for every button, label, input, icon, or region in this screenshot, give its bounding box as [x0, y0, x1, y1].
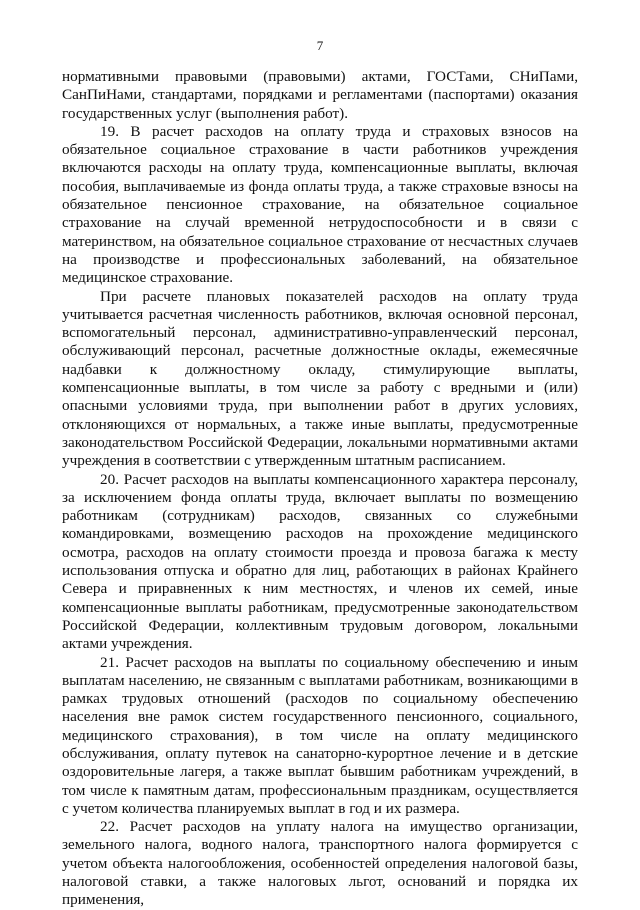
paragraph-continuation: нормативными правовыми (правовыми) актами, ГОСТами, СНиПами, СанПиНами, стандартами, порядками и регламентами (паспортами) оказания государственных услуг (выполнения работ).	[62, 68, 578, 122]
paragraph-22: 22. Расчет расходов на уплату налога на имущество организации, земельного налога, водного налога, транспортного налога формируется с учетом объекта налогообложения, особенностей определения налоговой базы, налоговой ставки, а также налоговых льгот, оснований и порядка их применения,	[62, 818, 578, 909]
paragraph-19: 19. В расчет расходов на оплату труда и страховых взносов на обязательное социальное страхование в части работников учреждения включаются расходы на оплату труда, компенсационные выплаты, включая пособия, выплачиваемые из фонда оплаты труда, а также страховые взносы на обязательное пенсионное страхование, на обязательное социальное страхование на случай временной нетрудоспособности и в связи с материнством, на обязательное социальное страхование от несчастных случаев на производстве и профессиональных заболеваний, на обязательное медицинское страхование.	[62, 122, 578, 287]
paragraph-20: 20. Расчет расходов на выплаты компенсационного характера персоналу, за исключением фонда оплаты труда, включает выплаты по возмещению работникам (сотрудникам) расходов, связанных со служебными командировками, возмещению расходов на прохождение медицинского осмотра, расходов на оплату стоимости проезда и провоза багажа к месту использования отпуска и обратно для лиц, работающих в районах Крайнего Севера и приравненных к ним местностях, и членов их семей, иные компенсационные выплаты работникам, предусмотренные законодательством Российской Федерации, коллективным трудовым договором, локальными актами учреждения.	[62, 470, 578, 653]
page-number: 7	[316, 38, 324, 53]
paragraph-21: 21. Расчет расходов на выплаты по социальному обеспечению и иным выплатам населению, не связанным с выплатами работникам, возникающими в рамках трудовых отношений (расходов по социальному обеспечению населения вне рамок систем государственного пенсионного, социального, медицинского страхования), в том числе на оплату медицинского обслуживания, оплату путевок на санаторно-курортное лечение и в детские оздоровительные лагеря, а также выплат бывшим работникам учреждений, в том числе к памятным датам, профессиональным праздникам, осуществляется с учетом количества планируемых выплат в год и их размера.	[62, 653, 578, 817]
document-body	[62, 68, 578, 910]
paragraph-19-planning: При расчете плановых показателей расходов на оплату труда учитывается расчетная численность работников, включая основной персонал, вспомогательный персонал, административно-управленческий персонал, обслуживающий персонал, расчетные должностные оклады, ежемесячные надбавки к должностному окладу, стимулирующие выплаты, компенсационные выплаты, в том числе за работу с вредными и (или) опасными условиями труда, при выполнении работ в других условиях, отклоняющихся от нормальных, а также иные выплаты, предусмотренные законодательством Российской Федерации, локальными нормативными актами учреждения в соответствии с утвержденным штатным расписанием.	[62, 287, 578, 470]
